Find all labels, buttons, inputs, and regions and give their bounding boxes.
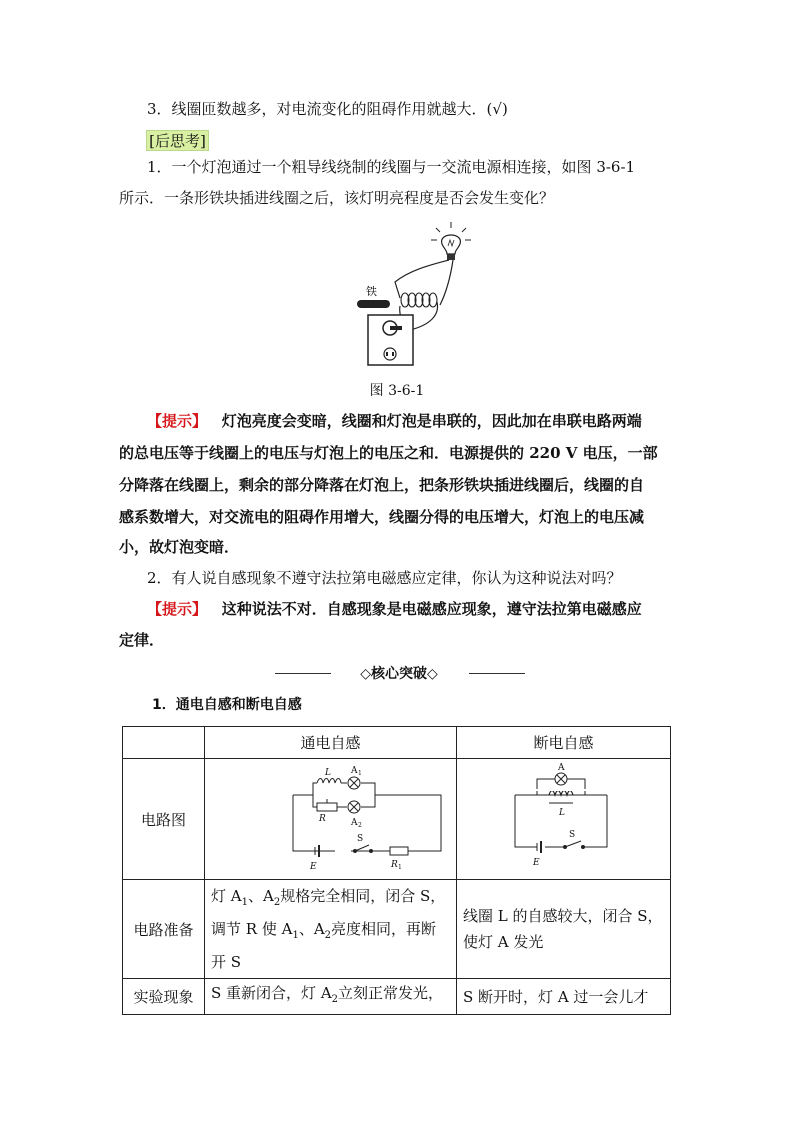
sub-3: 1	[292, 930, 299, 941]
answer-1-line-3: 分降落在线圈上，剩余的部分降落在灯泡上，把条形铁块插进线圈后，线圈的自	[119, 476, 645, 494]
sub-5: 2	[331, 994, 339, 1005]
label-R1-sub: 1	[398, 864, 402, 871]
header-empty-cell	[123, 727, 205, 759]
row-prep-label: 电路准备	[123, 880, 205, 979]
answer-2-text: 这种说法不对．自感现象是电磁感应现象，遵守法拉第电磁感应	[221, 600, 642, 618]
hint-label-2: 【提示】	[147, 600, 208, 618]
sub-4: 2	[324, 930, 332, 941]
prep-deenergizing	[457, 880, 671, 979]
self-induction-table	[122, 726, 671, 1015]
subheading: 1．通电自感和断电自感	[152, 697, 302, 713]
prep2-text-2: 使灯 A 发光	[463, 933, 544, 951]
prep-text-5: 、A	[298, 920, 325, 938]
circuit-diagram-2-cell	[457, 759, 671, 880]
answer-1-line-4: 感系数增大，对交流电的阻碍作用增大，线圈分得的电压增大，灯泡上的电压减	[119, 508, 645, 526]
circuit-diagram-deenergizing	[457, 759, 670, 875]
header-deenergizing: 断电自感	[457, 727, 671, 759]
phenomenon-deenergizing	[457, 979, 671, 1015]
question-1-line-1: 1．一个灯泡通过一个粗导线绕制的线圈与一交流电源相连接，如图 3-6-1	[147, 158, 636, 176]
hint-label: 【提示】	[147, 412, 208, 430]
row-phenomenon-label: 实验现象	[123, 979, 205, 1015]
label-L-2: L	[559, 808, 565, 818]
prep-text-3: 规格完全相同，闭合 S，	[280, 887, 446, 905]
label-E-2: E	[533, 858, 540, 868]
phenomenon-energizing	[205, 979, 457, 1015]
answer-2-line-2: 定律．	[119, 631, 165, 649]
figure-bulb-coil	[350, 220, 480, 370]
label-A: A	[558, 763, 565, 773]
answer-1-line-1	[147, 411, 642, 431]
answer-1-line-5: 小，故灯泡变暗．	[119, 538, 240, 556]
row-circuit-label: 电路图	[123, 759, 205, 880]
phen2-text: S 断开时，灯 A 过一会儿才	[463, 987, 649, 1006]
label-L: L	[325, 768, 331, 778]
prep-text-6: 亮度相同，再断	[331, 920, 437, 938]
prep2-text-1: 线圈 L 的自感较大，闭合 S，	[463, 907, 663, 925]
phen-text-2: 立刻正常发光，	[338, 984, 444, 1002]
sub-1: 1	[241, 897, 248, 908]
prep-text-2: 、A	[247, 887, 274, 905]
circuit-diagram-energizing	[205, 759, 456, 875]
label-S-2: S	[569, 830, 576, 840]
answer-1-text: 灯泡亮度会变暗，线圈和灯泡是串联的，因此加在串联电路两端	[221, 412, 642, 430]
prep-energizing	[205, 880, 457, 979]
iron-label: 铁	[366, 285, 377, 298]
figure-caption: 图 3-6-1	[369, 383, 425, 399]
answer-2-line-1	[147, 599, 642, 619]
section-divider	[275, 663, 525, 683]
label-A2-sub: 2	[358, 822, 362, 829]
phen-text-1: S 重新闭合，灯 A	[211, 984, 332, 1002]
label-S: S	[357, 834, 364, 844]
prep-text-7: 开 S	[211, 953, 242, 971]
divider-title: ◇核心突破◇	[360, 666, 438, 682]
label-R: R	[319, 814, 326, 824]
label-R1: R	[391, 860, 398, 870]
answer-1-line-2: 的总电压等于线圈上的电压与灯泡上的电压之和．电源提供的 220 V 电压，一部	[119, 444, 658, 462]
label-A1-sub: 1	[358, 770, 362, 777]
label-A2: A	[351, 818, 358, 828]
statement-3: 3．线圈匝数越多，对电流变化的阻碍作用就越大．(√)	[147, 100, 508, 118]
sub-2: 2	[273, 897, 281, 908]
question-2: 2．有人说自感现象不遵守法拉第电磁感应定律，你认为这种说法对吗？	[147, 569, 622, 587]
header-energizing: 通电自感	[205, 727, 457, 759]
circuit-diagram-1-cell	[205, 759, 457, 880]
label-E: E	[310, 862, 317, 872]
label-A1: A	[351, 766, 358, 776]
prep-text-1: 灯 A	[211, 887, 242, 905]
section-tag: [后思考]	[146, 130, 209, 151]
question-1-line-2: 所示．一条形铁块插进线圈之后，该灯明亮程度是否会发生变化？	[119, 189, 555, 207]
prep-text-4: 调节 R 使 A	[211, 920, 293, 938]
